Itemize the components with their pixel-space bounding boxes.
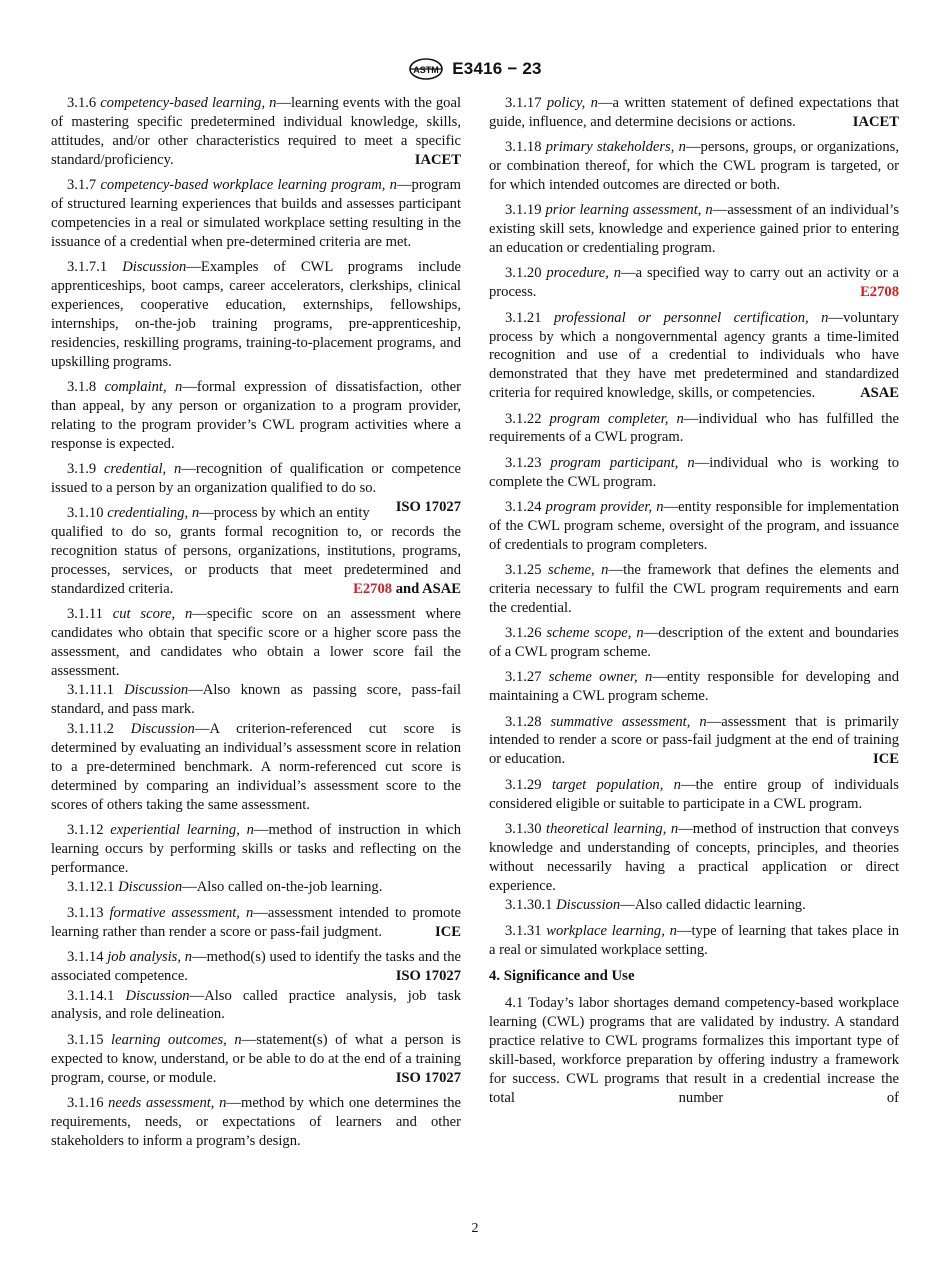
entry-term: procedure, n (546, 265, 622, 282)
entry-source: IACET (852, 113, 899, 130)
source-link[interactable]: E2708 (860, 284, 899, 301)
definition-entry (51, 720, 461, 815)
definition-entry (489, 498, 899, 555)
entry-source: ISO 17027 (395, 498, 461, 515)
entry-number: 3.1.10 (67, 505, 104, 522)
entry-number: 3.1.11.2 (67, 721, 114, 738)
entry-term: competency-based workplace learning program, n (100, 177, 397, 194)
entry-body: —persons, groups, or organizations, or combination thereof, for which the CWL program is targeted, or for which intended outcomes are directed or both. (489, 139, 899, 194)
entry-term: learning outcomes, n (111, 1031, 242, 1048)
entry-body: —process by which an entity qualified to do so, grants formal recognition to, or records the recognition status of persons, organizations, institutions, programs, processes, services, or products that meet predetermined and standardized criteria. (51, 505, 461, 597)
entry-source: ASAE (860, 385, 899, 402)
definition-entry (489, 94, 899, 132)
entry-term: scheme scope, n (546, 625, 644, 642)
entry-body: —Also called on-the-job learning. (182, 879, 383, 896)
entry-number: 3.1.16 (67, 1094, 104, 1111)
entry-source: ICE (873, 751, 899, 768)
definition-entry (489, 713, 899, 770)
entry-body: —type of learning that takes place in a real or simulated workplace setting. (489, 922, 899, 958)
entry-body: —the entire group of individuals considered eligible or suitable to participate in a CWL program. (489, 776, 899, 812)
definition-entry (51, 176, 461, 252)
entry-number: 3.1.21 (505, 309, 542, 326)
definition-entry (51, 94, 461, 170)
entry-number: 3.1.12.1 (67, 879, 115, 896)
definition-entry (51, 904, 461, 942)
entry-term: Discussion (556, 897, 621, 914)
entry-source (844, 283, 899, 302)
definition-entry (489, 896, 899, 915)
entry-number: 3.1.11.1 (67, 682, 114, 699)
entry-body: —a specified way to carry out an activity or a process. (489, 265, 899, 301)
definition-entry (489, 264, 899, 302)
definition-entry (489, 201, 899, 258)
entry-number: 3.1.24 (505, 498, 542, 515)
entry-body: —recognition of qualification or competence issued to a person by an organization qualified to do so. (51, 460, 462, 496)
entry-source: IACET (414, 151, 461, 168)
definition-entry (489, 561, 899, 618)
definition-entry (489, 668, 899, 706)
entry-body: —learning events with the goal of mastering specific predetermined individual knowledge, skills, attitudes, and/or other characteristics required to meet a specific standard/proficiency. (51, 95, 461, 168)
entry-body: —individual who is working to complete the CWL program. (489, 454, 899, 490)
entry-term: theoretical learning, n (546, 820, 679, 837)
definition-entry (51, 987, 461, 1025)
entry-number: 3.1.30 (505, 820, 542, 837)
entry-number: 3.1.19 (505, 202, 542, 219)
entry-number: 3.1.23 (505, 454, 542, 471)
entry-number: 3.1.25 (505, 562, 542, 579)
entry-number: 3.1.29 (505, 776, 542, 793)
entry-body: —formal expression of dissatisfaction, other than appeal, by any person or organization to a program provider, relating to the program provider’s CWL program activities where a response is expected. (51, 378, 461, 452)
entry-body: —method of instruction that conveys knowledge and understanding of concepts, principles, and theories without necessarily having a practical application or direct experience. (489, 820, 899, 894)
entry-term: Discussion (122, 259, 187, 276)
section-paragraph: 4.1 Today’s labor shortages demand competency-based workplace learning (CWL) programs that are validated by industry. A standard practice relative to CWL programs formalizes this important type of skill-based, workforce preparation by offering industry a framework for success. CWL programs that result in a credential increase the total number of (489, 995, 899, 1106)
entry-number: 3.1.31 (505, 922, 542, 939)
definition-entry (489, 820, 899, 896)
entry-number: 3.1.20 (505, 265, 542, 282)
entry-term: scheme, n (548, 562, 609, 579)
entry-term: program completer, n (549, 410, 684, 427)
entry-term: policy, n (546, 95, 598, 111)
entry-body: —method of instruction in which learning occurs by performing skills or tasks and reflecting on the performance. (51, 821, 461, 876)
entry-number: 3.1.15 (67, 1031, 104, 1048)
entry-term: primary stakeholders, n (545, 139, 686, 156)
entry-body: —individual who has fulfilled the requirements of a CWL program. (489, 410, 899, 446)
entry-term: target population, n (551, 776, 681, 793)
entry-body: —statement(s) of what a person is expected to know, understand, or be able to do at the end of a training program, course, or module. (51, 1031, 461, 1086)
entry-term: formative assessment, n (109, 904, 254, 921)
entry-number: 3.1.30.1 (505, 897, 553, 914)
definition-entry (489, 624, 899, 662)
entry-number: 3.1.17 (505, 95, 542, 111)
definition-entry (51, 378, 461, 454)
entry-term: complaint, n (104, 378, 183, 395)
definition-entry (51, 821, 461, 878)
entry-term: summative assessment, n (550, 713, 707, 730)
entry-term: cut score, n (112, 606, 193, 622)
entry-number: 3.1.12 (67, 821, 104, 838)
entry-term: job analysis, n (107, 948, 192, 965)
entry-number: 3.1.13 (67, 904, 104, 921)
entry-number: 3.1.8 (67, 378, 97, 395)
entry-term: experiential learning, n (110, 821, 254, 838)
entry-body: —Also called practice analysis, job task analysis, and role delineation. (51, 987, 461, 1023)
source-text: and ASAE (392, 580, 461, 597)
entry-number: 3.1.28 (505, 713, 542, 730)
definition-entry (51, 948, 461, 986)
entry-term: credentialing, n (107, 505, 200, 522)
entry-body: —specific score on an assessment where candidates who obtain that specific score or a higher score pass the assessment, and candidates who obtain a lower score fail the assessment. (51, 606, 461, 679)
entry-term: Discussion (124, 682, 189, 699)
standard-designation: E3416 − 23 (452, 59, 542, 78)
entry-body: —assessment that is primarily intended to render a score or pass-fail judgment at the end of training or education. (489, 713, 899, 768)
entry-source: ISO 17027 (395, 1069, 461, 1086)
page-header (0, 56, 950, 82)
definition-entry (489, 454, 899, 492)
entry-body: —assessment intended to promote learning rather than render a score or pass-fail judgment. (51, 904, 461, 940)
entry-body: —Examples of CWL programs include apprenticeships, boot camps, career accelerators, clerkships, clinical experiences, cooperative education, externships, fellowships, internships, on-the-job training programs, pre-apprenticeship, residencies, reskilling programs, training-to-placement programs, and upskilling programs. (51, 259, 461, 370)
entry-body: —Also called didactic learning. (620, 897, 806, 914)
entry-body: —entity responsible for implementation of the CWL program scheme, oversight of the program, and issuance of credentials to program completers. (489, 498, 899, 553)
entry-body: —assessment of an individual’s existing skill sets, knowledge and experience gained prior to entering an education or credentialing program. (489, 202, 899, 257)
definition-entry (51, 605, 461, 681)
entry-body: —program of structured learning experiences that builds and assesses participant competencies in a real or simulated workplace setting resulting in the issuance of a credential when pre-determined criteria are met. (51, 177, 461, 250)
entry-number: 3.1.7 (67, 177, 97, 194)
entry-number: 3.1.6 (67, 95, 97, 111)
entry-term: Discussion (130, 721, 195, 738)
entry-term: Discussion (125, 987, 190, 1004)
entry-term: needs assessment, n (108, 1094, 227, 1111)
entry-number: 3.1.26 (505, 625, 542, 642)
astm-logo-text: ASTM (413, 65, 440, 75)
entry-body: —a written statement of defined expectations that guide, influence, and determine decisions or actions. (489, 95, 899, 130)
entry-body: —voluntary process by which a nongovernmental agency grants a time-limited recognition and use of a credential to individuals who have demonstrated that they have met predetermined and standardized criteria for required knowledge, skills, or competencies. (489, 309, 899, 402)
entry-term: professional or personnel certification, n (554, 309, 829, 326)
entry-number: 3.1.14 (67, 948, 104, 965)
entry-term: program provider, n (545, 498, 664, 515)
definition-entry (51, 1031, 461, 1088)
left-column (51, 94, 461, 1157)
entry-body: —entity responsible for developing and maintaining a CWL program scheme. (489, 669, 899, 705)
entry-body: —the framework that defines the elements and criteria necessary to fulfil the CWL program requirements and earn the credential. (489, 562, 899, 616)
entry-number: 3.1.27 (505, 669, 542, 686)
entry-number: 3.1.11 (67, 606, 103, 622)
entry-term: program participant, n (550, 454, 695, 471)
entry-body: —description of the extent and boundaries of a CWL program scheme. (489, 625, 899, 661)
definition-entry (489, 776, 899, 814)
definition-entry (51, 258, 461, 371)
definition-entry (489, 309, 899, 404)
section-heading: 4. Significance and Use (489, 968, 635, 985)
entry-body: —A criterion-referenced cut score is determined by evaluating an individual’s assessment score in relation to a pre-determined benchmark. A norm-referenced cut score is determined by comparing an individual’s assessment score to the scores of others taking the same assessment. (51, 721, 461, 813)
definition-entry (51, 504, 461, 599)
entry-term: competency-based learning, n (100, 95, 277, 111)
definition-entry (489, 922, 899, 960)
entry-number: 3.1.18 (505, 139, 542, 156)
entry-body: —method by which one determines the requirements, needs, or expectations of learners and other stakeholders to inform a program’s design. (51, 1094, 461, 1149)
entry-source: ISO 17027 (395, 967, 461, 984)
entry-term: scheme owner, n (548, 669, 653, 686)
entry-term: credential, n (103, 460, 182, 477)
astm-logo-icon (408, 57, 444, 81)
entry-number: 3.1.9 (67, 460, 97, 477)
definition-entry (51, 681, 461, 719)
entry-source (337, 580, 461, 599)
right-column (489, 94, 899, 1108)
entry-body: —method(s) used to identify the tasks and the associated competence. (51, 948, 462, 984)
entry-source: ICE (435, 923, 461, 940)
definition-entry (489, 138, 899, 195)
entry-term: prior learning assessment, n (545, 202, 713, 219)
entry-body: —Also known as passing score, pass-fail standard, and pass mark. (51, 682, 462, 718)
entry-number: 3.1.7.1 (67, 259, 108, 276)
entry-term: Discussion (118, 879, 183, 896)
page-number: 2 (471, 1221, 479, 1236)
definition-entry (51, 1094, 461, 1151)
source-link[interactable]: E2708 (353, 580, 393, 597)
entry-number: 3.1.22 (505, 410, 542, 427)
entry-number: 3.1.14.1 (67, 987, 115, 1004)
definition-entry (489, 410, 899, 448)
entry-term: workplace learning, n (546, 922, 677, 939)
definition-entry (51, 878, 461, 897)
